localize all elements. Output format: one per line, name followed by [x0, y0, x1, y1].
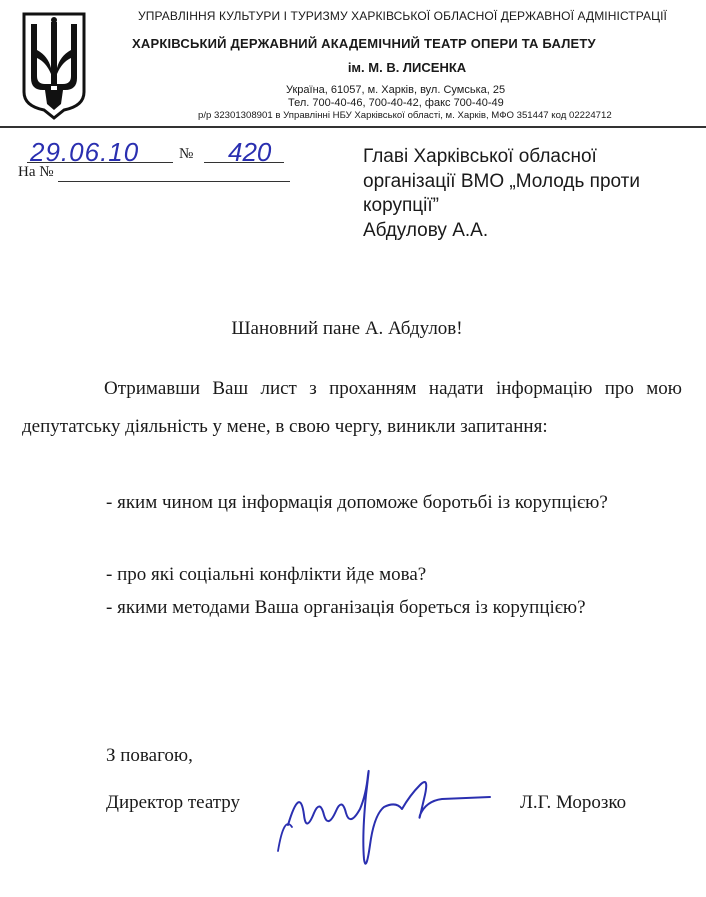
body-paragraph: Отримавши Ваш лист з проханням надати інформацію про мою депутатську діяльність у мене, в свою чергу, виникли запитання:: [22, 378, 682, 437]
addressee-block: [363, 145, 693, 243]
reference-label: На №: [18, 164, 54, 180]
theatre-address: Україна, 61057, м. Харків, вул. Сумська, 25: [286, 84, 506, 96]
question-item: - яким чином ця інформація допоможе боротьбі із корупцією?: [106, 492, 608, 513]
addressee-line: Главі Харківської обласної: [363, 146, 597, 167]
bank-details: р/р 32301308901 в Управлінні НБУ Харківської області, м. Харків, МФО 351447 код 02224712: [198, 110, 612, 121]
outgoing-number: 420: [228, 137, 272, 167]
theatre-named-after: ім. М. В. ЛИСЕНКА: [347, 60, 467, 75]
question-item: - якими методами Ваша організація бореться із корупцією?: [106, 597, 586, 618]
addressee-line: Абдулову А.А.: [363, 219, 489, 241]
question-item: - про які соціальні конфлікти йде мова?: [106, 564, 427, 585]
date-underline: [27, 162, 173, 163]
reference-underline: [58, 181, 290, 182]
letterhead-divider: [0, 126, 706, 128]
theatre-name: ХАРКІВСЬКИЙ ДЕРЖАВНИЙ АКАДЕМІЧНИЙ ТЕАТР ОПЕРИ ТА БАЛЕТУ: [132, 36, 596, 51]
salutation: Шановний пане А. Абдулов!: [231, 318, 463, 339]
addressee-line: корупції”: [363, 195, 439, 216]
addressee-line: організації ВМО „Молодь проти: [363, 170, 640, 192]
outgoing-date: 29.06.10: [30, 137, 140, 167]
theatre-phones: Тел. 700-40-46, 700-40-42, факс 700-40-49: [288, 97, 504, 109]
number-underline: [204, 162, 284, 163]
ministry-header: УПРАВЛІННЯ КУЛЬТУРИ І ТУРИЗМУ ХАРКІВСЬКОЇ ОБЛАСНОЇ ДЕРЖАВНОЇ АДМІНІСТРАЦІЇ: [138, 9, 667, 23]
signer-position: Директор театру: [106, 792, 241, 813]
signer-name: Л.Г. Морозко: [520, 792, 627, 813]
handwritten-signature-icon: [270, 755, 520, 875]
number-label: №: [179, 146, 194, 162]
closing-regards: З повагою,: [106, 745, 193, 766]
